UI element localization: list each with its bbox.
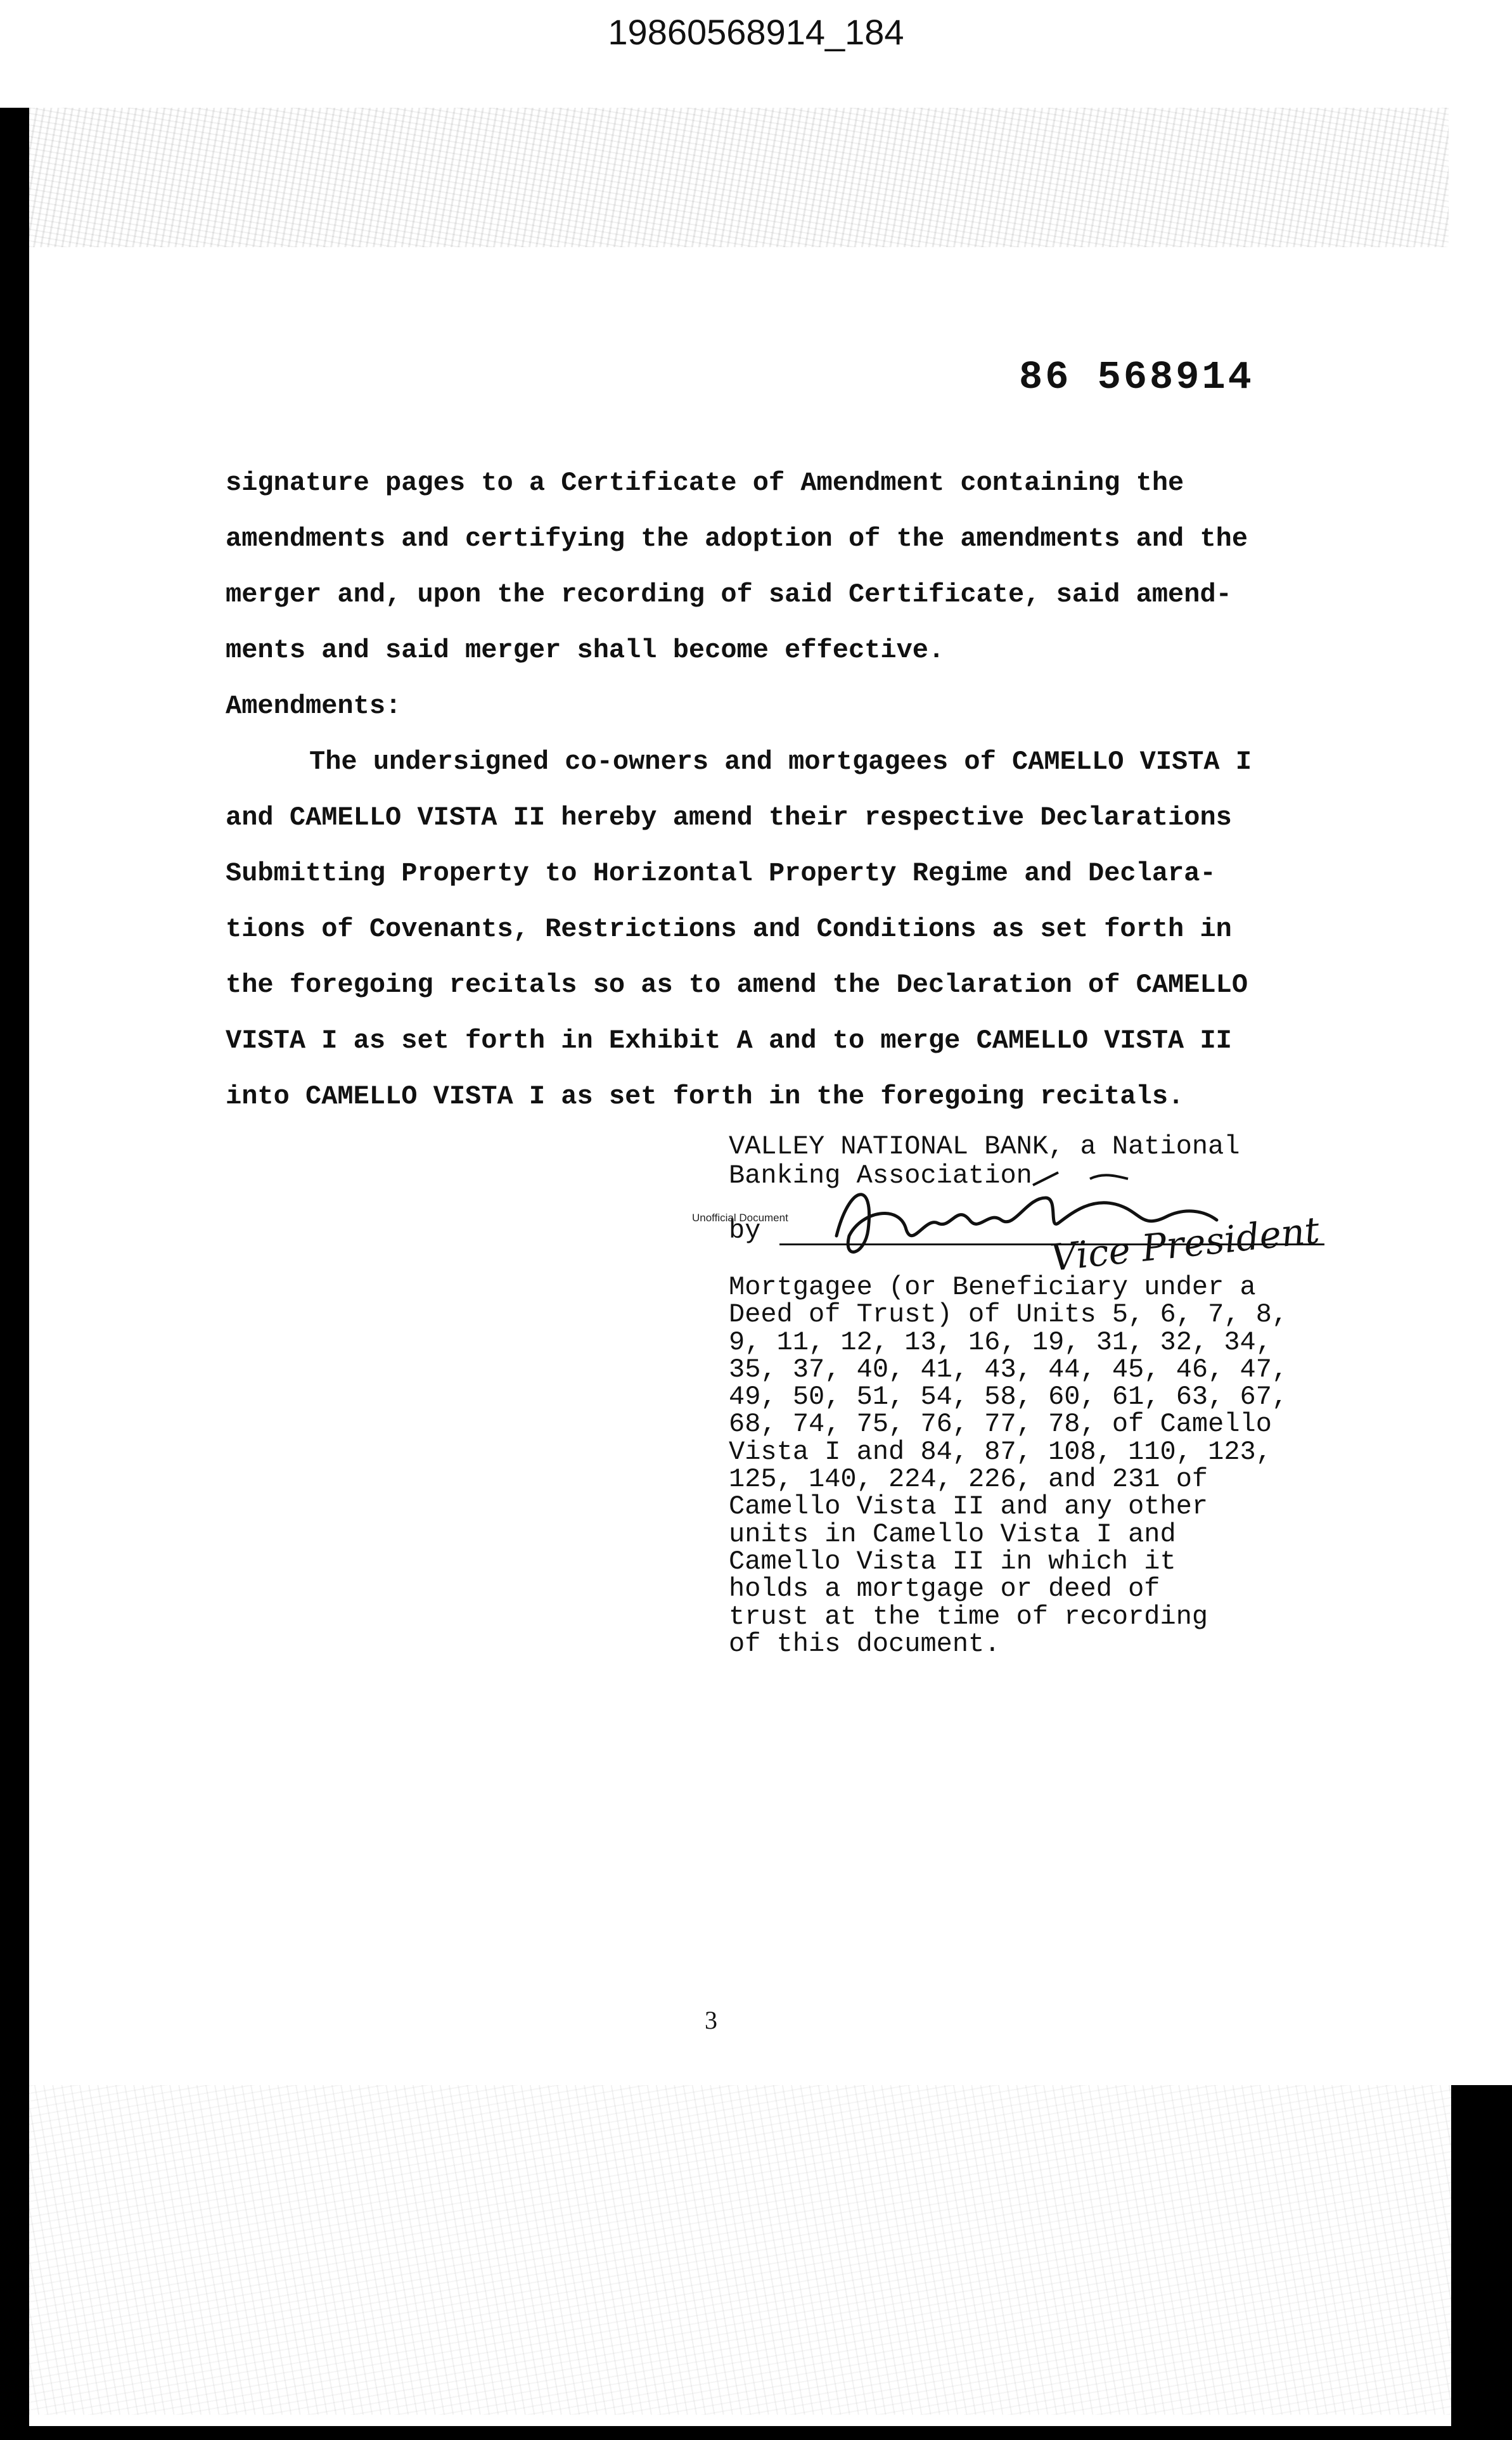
body-line: Submitting Property to Horizontal Property Regime and Declara- bbox=[226, 858, 1216, 889]
mortgagee-line: Camello Vista II in which it bbox=[729, 1546, 1176, 1577]
handwritten-signature bbox=[760, 1160, 1331, 1287]
mortgagee-line: 49, 50, 51, 54, 58, 60, 61, 63, 67, bbox=[729, 1382, 1288, 1413]
body-line: merger and, upon the recording of said Certificate, said amend- bbox=[226, 579, 1232, 610]
body-line: the foregoing recitals so as to amend the Declaration of CAMELLO bbox=[226, 970, 1248, 1000]
mortgagee-line: 35, 37, 40, 41, 43, 44, 45, 46, 47, bbox=[729, 1354, 1288, 1385]
mortgagee-line: units in Camello Vista I and bbox=[729, 1519, 1176, 1550]
mortgagee-line: Vista I and 84, 87, 108, 110, 123, bbox=[729, 1436, 1272, 1467]
scan-noise-top bbox=[29, 108, 1449, 247]
signature-title: Vice President bbox=[1048, 1208, 1322, 1280]
section-heading-amendments: Amendments: bbox=[226, 691, 402, 721]
mortgagee-line: Camello Vista II and any other bbox=[729, 1491, 1208, 1522]
document-id-header: 19860568914_184 bbox=[608, 12, 904, 52]
mortgagee-line: Deed of Trust) of Units 5, 6, 7, 8, bbox=[729, 1299, 1288, 1330]
mortgagee-line: Mortgagee (or Beneficiary under a bbox=[729, 1272, 1256, 1302]
by-label: by bbox=[729, 1216, 761, 1246]
mortgagee-line: holds a mortgage or deed of bbox=[729, 1574, 1160, 1605]
document-number: 86 568914 bbox=[1019, 355, 1254, 400]
mortgagee-line: trust at the time of recording bbox=[729, 1601, 1208, 1632]
body-line: tions of Covenants, Restrictions and Conditions as set forth in bbox=[226, 914, 1232, 944]
mortgagee-line: 68, 74, 75, 76, 77, 78, of Camello bbox=[729, 1409, 1272, 1440]
body-line: and CAMELLO VISTA II hereby amend their respective Declarations bbox=[226, 802, 1232, 833]
body-line: ments and said merger shall become effective. bbox=[226, 635, 945, 665]
mortgagee-line: 125, 140, 224, 226, and 231 of bbox=[729, 1464, 1208, 1495]
unofficial-document-stamp: Unofficial Document bbox=[692, 1212, 788, 1224]
scan-border-bottom bbox=[0, 2426, 1512, 2440]
body-line: signature pages to a Certificate of Amendment containing the bbox=[226, 468, 1184, 498]
body-line: amendments and certifying the adoption of the amendments and the bbox=[226, 523, 1248, 554]
bank-line: Banking Association bbox=[729, 1160, 1032, 1191]
mortgagee-line: 9, 11, 12, 13, 16, 19, 31, 32, 34, bbox=[729, 1326, 1272, 1358]
scan-border-right bbox=[1451, 2085, 1512, 2440]
page-number: 3 bbox=[705, 2006, 717, 2034]
bank-line: VALLEY NATIONAL BANK, a National bbox=[729, 1131, 1240, 1162]
scan-border-left bbox=[0, 108, 29, 2440]
body-text bbox=[226, 455, 1341, 1124]
body-line: VISTA I as set forth in Exhibit A and to merge CAMELLO VISTA II bbox=[226, 1025, 1232, 1056]
scan-noise-bottom bbox=[29, 2085, 1451, 2415]
mortgagee-line: of this document. bbox=[729, 1628, 1001, 1659]
body-line: The undersigned co-owners and mortgagees of CAMELLO VISTA I bbox=[309, 747, 1252, 777]
body-line: into CAMELLO VISTA I as set forth in the foregoing recitals. bbox=[226, 1081, 1184, 1112]
mortgagee-description bbox=[729, 1274, 1362, 1658]
